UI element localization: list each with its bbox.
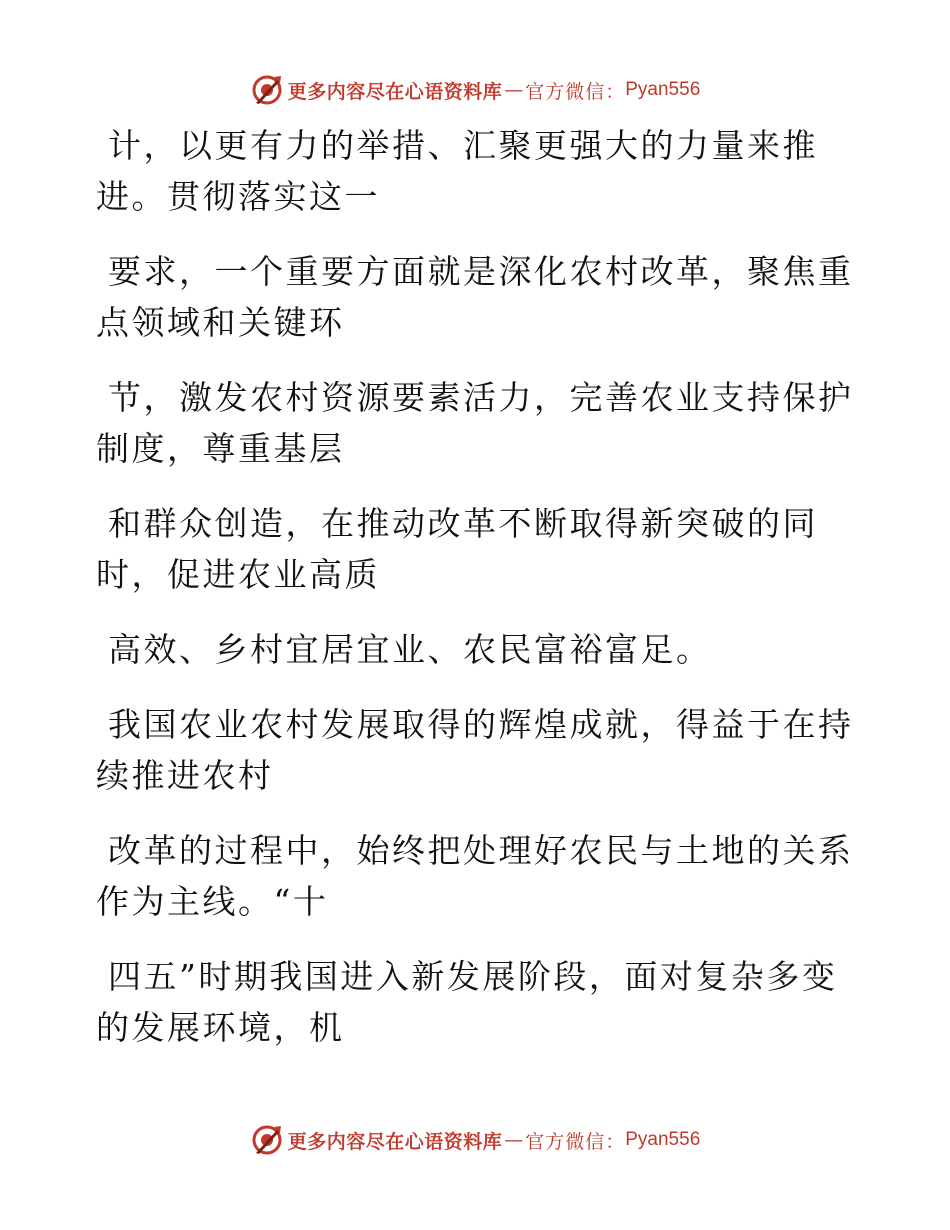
banner-separator: —	[504, 1129, 524, 1151]
text-line: 进。贯彻落实这一	[96, 177, 380, 216]
text-line: 时，促进农业高质	[96, 555, 380, 594]
text-line: 节，激发农村资源要素活力，完善农业支持保护	[108, 378, 854, 417]
paragraph	[96, 825, 854, 927]
text-line: 高效、乡村宜居宜业、农民富裕富足。	[108, 630, 712, 669]
text-line: 续推进农村	[96, 756, 274, 795]
text-line: 计，以更有力的举措、汇聚更强大的力量来推	[108, 126, 818, 165]
footer-banner	[0, 1120, 950, 1160]
text-line: 改革的过程中，始终把处理好农民与土地的关系	[108, 831, 854, 870]
text-line: 四五”时期我国进入新发展阶段，面对复杂多变	[108, 957, 838, 996]
paragraph	[96, 951, 836, 1053]
text-line: 的发展环境，机	[96, 1008, 345, 1047]
text-line: 制度，尊重基层	[96, 429, 345, 468]
text-line: 和群众创造，在推动改革不断取得新突破的同	[108, 504, 818, 543]
banner-wechat-id: Pyan556	[625, 79, 701, 100]
paragraph	[96, 498, 836, 600]
quill-pen-logo-icon	[250, 1123, 284, 1157]
paragraph	[96, 246, 854, 348]
text-line: 点领域和关键环	[96, 303, 345, 342]
paragraph	[96, 372, 854, 474]
header-banner	[0, 70, 950, 110]
banner-main-text: 更多内容尽在心语资料库	[287, 80, 503, 103]
banner-wechat-label: 官方微信：	[525, 1130, 626, 1153]
banner-main-text: 更多内容尽在心语资料库	[287, 1130, 503, 1153]
text-line: 作为主线。“十	[96, 882, 329, 921]
paragraph	[96, 699, 854, 801]
banner-wechat-label: 官方微信：	[525, 80, 626, 103]
text-line: 我国农业农村发展取得的辉煌成就，得益于在持	[108, 705, 854, 744]
banner-wechat-id: Pyan556	[625, 1129, 701, 1150]
document-body	[96, 120, 854, 1077]
text-line: 要求，一个重要方面就是深化农村改革，聚焦重	[108, 252, 854, 291]
banner-separator: —	[504, 79, 524, 101]
paragraph	[96, 624, 836, 675]
paragraph	[96, 120, 836, 222]
quill-pen-logo-icon	[250, 73, 284, 107]
